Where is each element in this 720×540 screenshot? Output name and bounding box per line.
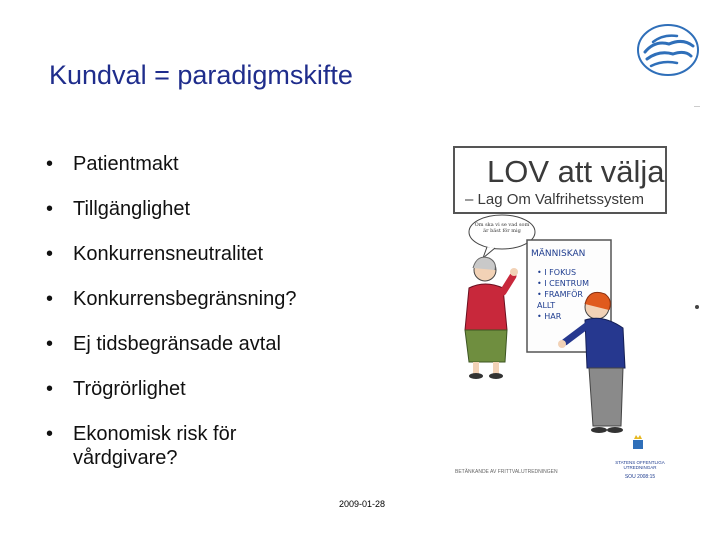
cover-subtitle: – Lag Om Valfrihetssystem xyxy=(465,191,644,208)
bullet-dot: • xyxy=(46,288,54,310)
whiteboard-line: ALLT xyxy=(537,301,556,310)
decorative-dot xyxy=(695,305,699,309)
bullet-dot: • xyxy=(46,333,54,355)
slide-title: Kundval = paradigmskifte xyxy=(49,60,353,90)
bullet-text: Trögrörlighet xyxy=(73,378,186,400)
speech-bubble-text: Om ska vi se vad som är bäst för mig xyxy=(474,222,530,234)
bullet-item xyxy=(44,332,364,356)
whiteboard-line: • I CENTRUM xyxy=(537,279,589,288)
whiteboard-heading: MÄNNISKAN xyxy=(531,249,586,259)
bullet-item xyxy=(44,287,364,311)
cover-header xyxy=(453,146,667,214)
whiteboard-lines xyxy=(537,267,603,322)
bullet-text: Ej tidsbegränsade avtal xyxy=(73,333,281,355)
bullet-text: Konkurrensneutralitet xyxy=(73,243,264,265)
decorative-tick xyxy=(694,106,700,107)
bullet-dot: • xyxy=(46,243,54,265)
bullet-dot: • xyxy=(46,198,54,220)
bullet-item xyxy=(44,377,364,401)
whiteboard-line: • HAR xyxy=(537,312,562,321)
cover-footer-left: BETÄNKANDE AV FRITTVALUTREDNINGEN xyxy=(455,469,558,475)
bullet-text: Konkurrensbegränsning? xyxy=(73,288,297,310)
whiteboard-line: • I FOKUS xyxy=(537,268,577,277)
report-cover-image xyxy=(447,140,669,482)
bullet-item xyxy=(44,197,364,221)
whiteboard-line: • FRAMFÖR xyxy=(537,290,583,299)
cover-sou-code: SOU 2008:15 xyxy=(624,474,656,480)
bullet-item xyxy=(44,422,313,470)
hands-logo-icon xyxy=(633,22,703,78)
bullet-dot: • xyxy=(46,423,54,445)
bullet-text: Patientmakt xyxy=(73,153,179,175)
bullet-item xyxy=(44,242,364,266)
cover-footer-right: STATENS OFFENTLIGA UTREDNINGAR xyxy=(615,460,665,470)
bullet-text: Tillgänglighet xyxy=(73,198,191,220)
bullet-item xyxy=(44,152,364,176)
bullet-list xyxy=(44,152,364,470)
bullet-dot: • xyxy=(46,153,54,175)
bullet-dot: • xyxy=(46,378,54,400)
slide-date: 2009-01-28 xyxy=(339,499,386,509)
bullet-text: Ekonomisk risk för vårdgivare? xyxy=(73,423,237,469)
cover-title: LOV att välja xyxy=(487,154,665,189)
